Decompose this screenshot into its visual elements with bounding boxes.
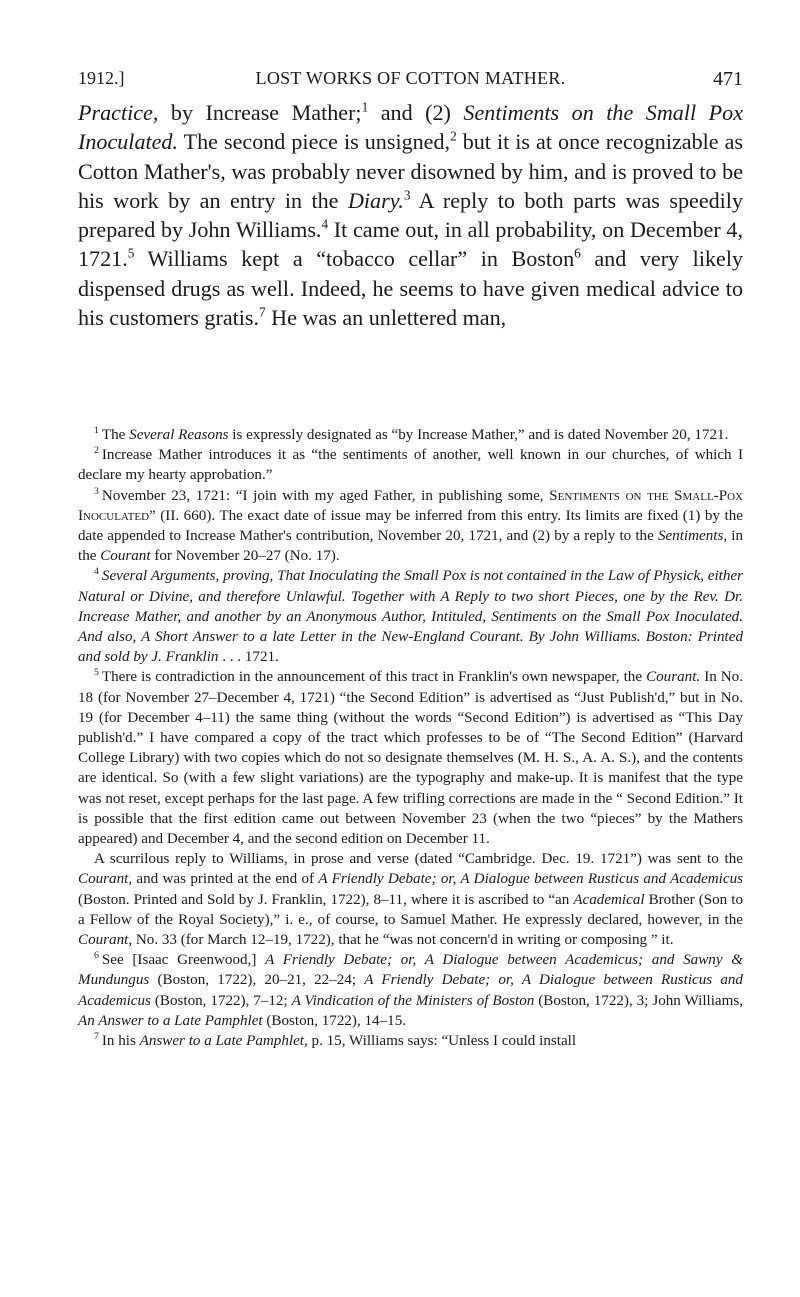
text-run: (Boston, 1722), 14–15.	[262, 1012, 407, 1029]
italic-run: Courant.	[646, 669, 701, 686]
text-run: (Boston, 1722), 7–12;	[150, 992, 292, 1009]
text-run: November 23, 1721: “I join with my aged Father, in publishing some,	[101, 487, 550, 504]
footnote-number: 7	[94, 1031, 99, 1043]
page-number: 471	[713, 68, 743, 90]
italic-run: Sentiments,	[657, 528, 728, 545]
text-run: . . . 1721.	[218, 649, 279, 666]
footnote-ref: 7	[259, 304, 266, 320]
text-run: by Increase Mather;	[158, 100, 362, 125]
footnote-ref: 5	[127, 246, 135, 262]
italic-run: Academical	[573, 891, 645, 908]
text-run: The second piece is unsigned,	[178, 129, 451, 155]
italic-run: A Friendly Debate; or, A Dialogue between Academicus; and Sawny & Mundungus	[78, 952, 743, 989]
footnote-ref: 4	[321, 216, 329, 232]
text-run: See [Isaac Greenwood,]	[101, 952, 266, 969]
text-run: (Boston, 1722), 3; John Williams,	[534, 992, 744, 1009]
main-text	[78, 98, 743, 332]
footnote-number: 5	[94, 667, 99, 679]
text-run: (Boston. Printed and Sold by J. Franklin, 1722), 8–11, where it is ascribed to “an	[78, 891, 574, 908]
footnote-5-continued	[78, 849, 743, 950]
footnote-ref: 6	[574, 246, 581, 262]
text-run: is expressly designated as “by Increase Mather,” and is dated November 20, 1721.	[228, 427, 729, 443]
text-run: and was printed at the end of	[132, 871, 319, 888]
text-run: Increase Mather introduces it as “the sentiments of another, well known in our churches, of which I declare my hearty approbation.”	[78, 447, 743, 484]
footnote-4	[78, 566, 743, 667]
text-run: Brother (Son to a Fellow of the Royal Society),” i. e., of course, to Samuel Mather. He expressly declared, however, in the	[78, 891, 743, 928]
italic-run: Several Arguments, proving, That Inoculating the Small Pox is not contained in the Law of Physick, either Natural or Divine, and therefore Unlawful. Together with A Reply to two short Pieces, one by the Rev. Dr. Increase Mather, and another by an Anonymous Author, Intituled, Sentiments on the Small Pox Inoculated. And also, A Short Answer to a late Letter in the New-England Courant. By John Williams. Boston: Printed and sold by J. Franklin	[78, 568, 743, 666]
title-practice: Practice,	[78, 100, 159, 125]
running-header	[78, 68, 743, 98]
text-run: (Boston, 1722), 20–21, 22–24;	[149, 972, 365, 989]
footnote-number: 6	[94, 950, 99, 962]
footnotes	[78, 425, 743, 1051]
text-run: A scurrilous reply to Williams, in prose and verse (dated “Cambridge. Dec. 19. 1721”) was sent to the	[94, 851, 743, 868]
italic-run: Courant,	[78, 932, 133, 949]
text-run: No. 33 (for March 12–19, 1722), that he “was not concern'd in writing or composing ” it.	[132, 932, 674, 949]
footnote-number: 1	[94, 424, 99, 436]
text-run: p. 15, Williams says: “Unless I could install	[307, 1033, 577, 1050]
header-year: 1912.]	[78, 68, 125, 88]
running-title: LOST WORKS OF COTTON MATHER.	[255, 68, 566, 88]
footnote-number: 2	[94, 445, 99, 457]
footnote-2	[78, 445, 743, 485]
text-run: Williams kept a “tobacco cellar” in Boston	[134, 246, 575, 272]
italic-run: An Answer to a Late Pamphlet	[78, 1012, 263, 1029]
text-run: He was an unlettered man,	[265, 305, 507, 331]
body-paragraph	[78, 98, 743, 332]
text-run: but it is at once recognizable as Cotton Mather's, was probably never disowned by him, and is proved to be his work by an entry in the	[78, 129, 743, 213]
italic-run: Courant,	[78, 871, 133, 888]
text-run: for November 20–27 (No. 17).	[150, 548, 340, 565]
footnote-5	[78, 667, 743, 849]
text-run: and (2)	[368, 100, 464, 125]
italic-run: A Friendly Debate; or, A Dialogue between Rusticus and Academicus	[318, 871, 743, 888]
footnote-6	[78, 950, 743, 1031]
text-run: In No. 18 (for November 27–December 4, 1721) “the Second Edition” is advertised as “Just Publish'd,” but in No. 19 (for December 4–11) the same thing (without the words “Second Edition”) is advertised as “This Day publish'd.” I have compared a copy of the tract which professes to be of “The Second Edition” (Harvard College Library) with two copies which do not so designate themselves (M. H. S., A. A. S.), and the contents are identical. So (with a few slight variations) are the typography and make-up. It is manifest that the type was not reset, except perhaps for the last page. A few trifling corrections are made in the “ Second Edition.” It is possible that the first edition came out between November 23 (when the two “pieces” by the Mathers appeared) and December 4, and the second edition on December 11.	[78, 669, 744, 848]
footnote-number: 4	[94, 566, 99, 578]
footnote-7	[78, 1031, 743, 1051]
text-run: It came out, in all probability, on December 4, 1721.	[78, 217, 743, 272]
text-run: The	[101, 427, 130, 443]
text-run: In his	[101, 1033, 140, 1050]
title-diary: Diary.	[347, 187, 404, 213]
smallcaps-run: Sentiments on the Small-Pox Inoculated	[78, 487, 743, 524]
footnote-3	[78, 486, 743, 567]
italic-run: A Vindication of the Ministers of Boston	[291, 992, 535, 1009]
italic-run: A Friendly Debate; or, A Dialogue between Rusticus and Academicus	[78, 972, 743, 1009]
italic-run: Courant	[100, 548, 151, 565]
text-run: and very likely dispensed drugs as well. Indeed, he seems to have given medical advice to his customers gratis.	[78, 246, 744, 331]
footnote-ref: 3	[403, 187, 411, 203]
title-sentiments: Sentiments on the Small Pox Inoculated.	[78, 100, 743, 155]
text-run: in the	[78, 528, 743, 565]
text-run: A reply to both parts was speedily prepared by John Williams.	[78, 187, 743, 243]
italic-run: Several Reasons	[129, 427, 229, 443]
footnote-1	[78, 425, 743, 445]
italic-run: Answer to a Late Pamphlet,	[139, 1033, 308, 1050]
footnote-ref: 2	[450, 128, 457, 144]
text-run: ” (II. 660). The exact date of issue may be inferred from this entry. Its limits are fixed (1) by the date appended to Increase Mather's contribution, November 20, 1721, and (2) by a reply to the	[78, 507, 743, 545]
footnote-ref: 1	[361, 99, 369, 115]
footnote-number: 3	[94, 485, 99, 497]
text-run: There is contradiction in the announcement of this tract in Franklin's own newspaper, the	[101, 669, 647, 686]
